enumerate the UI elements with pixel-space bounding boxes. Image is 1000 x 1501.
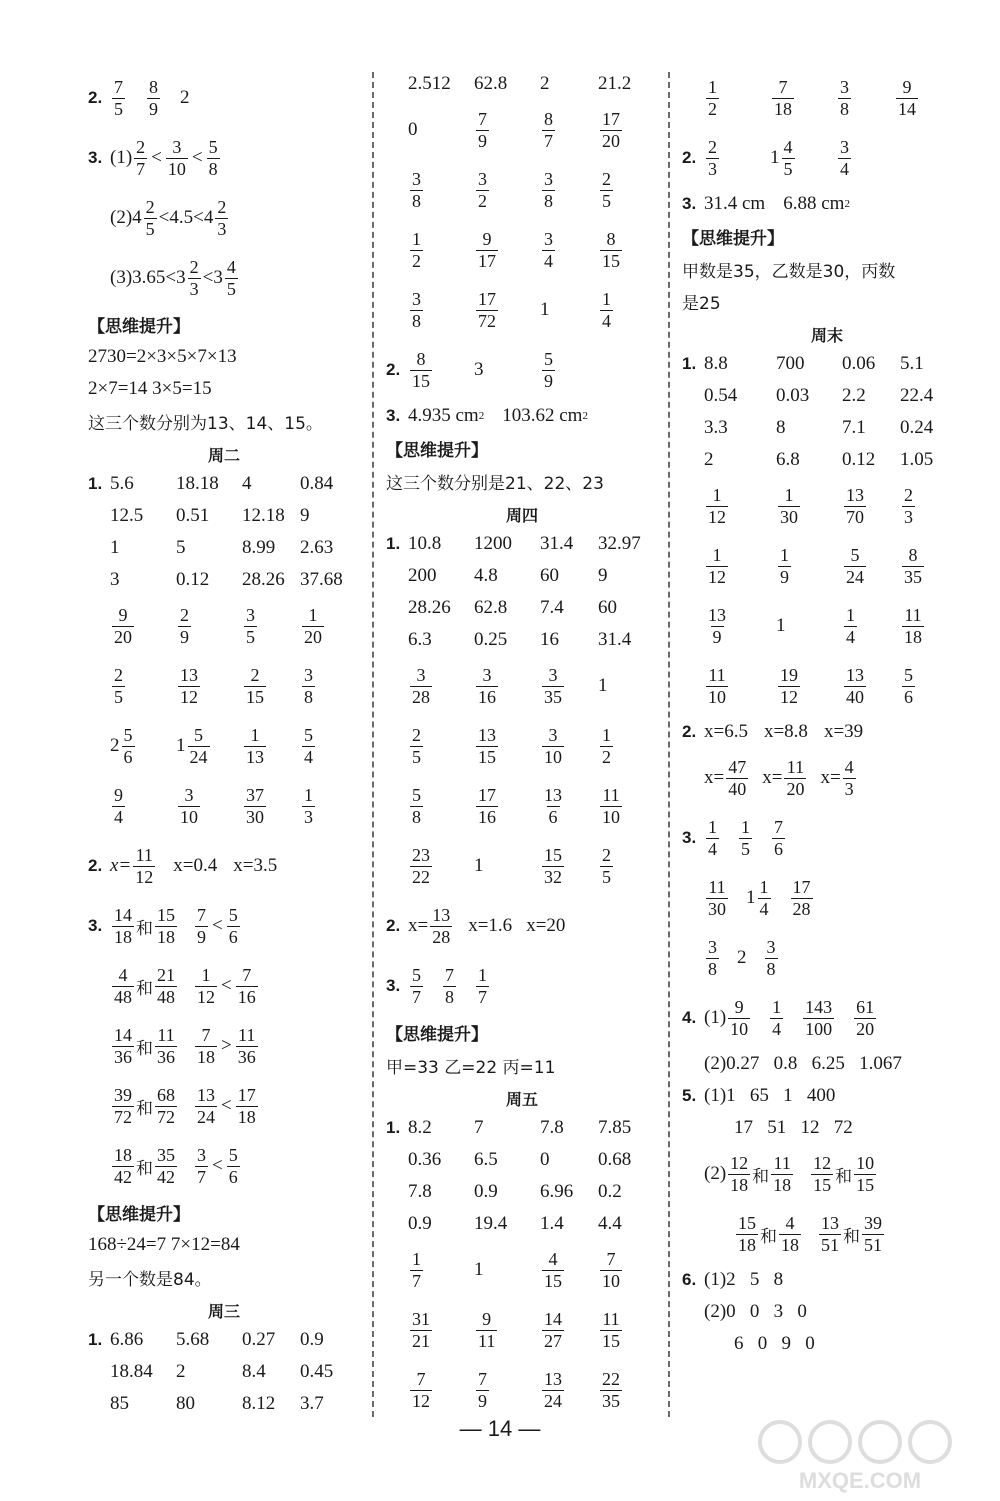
- column-divider: [668, 72, 670, 1417]
- fraction-row: 2 $\frac{5}{6}$ 1 $\frac{5}{24}$ $\frac{1}{13}$ $\frac{5}{4}$: [110, 724, 313, 767]
- fraction-row: $\frac{1}{12}$ $\frac{1}{9}$ $\frac{5}{24}$ $\frac{8}{35}$: [708, 544, 922, 587]
- answer-line: (2) $\frac{12}{18}$ 和 $\frac{11}{18}$ $\frac{12}{15}$ 和 $\frac{10}{15}$: [704, 1152, 875, 1195]
- section-heading: 【思维提升】: [386, 441, 488, 461]
- fraction: $\frac{8}{9}$: [149, 76, 158, 119]
- answer-line: [88, 68, 360, 128]
- answer-line: 3. 4.935 cm 2 103.62 cm 2: [386, 405, 588, 426]
- fraction-row: $\frac{2}{5}$ $\frac{13}{15}$ $\frac{3}{10}$ $\frac{1}{2}$: [412, 724, 611, 767]
- answer-row: 1. 10.8 1200 31.4 32.97: [386, 533, 641, 554]
- answer-line: 3. (1) $\frac{2}{7}$ < $\frac{3}{10}$ < $\frac{5}{8}$: [88, 136, 218, 179]
- section-heading: 【思维提升】: [88, 1205, 190, 1225]
- fraction: $\frac{4}{5}$: [226, 256, 236, 299]
- fraction: $\frac{2}{5}$: [145, 196, 155, 239]
- section-title: 周五: [505, 1090, 538, 1109]
- page-number: — 14 —: [459, 1416, 541, 1441]
- answer-line: 2. x=6.5 x=8.8 x=39: [682, 721, 864, 742]
- section-title: 周三: [207, 1302, 240, 1321]
- fraction-row: $\frac{1}{7}$ 1 $\frac{4}{15}$ $\frac{7}{10}$: [412, 1248, 620, 1291]
- text-line: 是25: [682, 293, 721, 314]
- answer-line: 3. $\frac{1}{4}$ $\frac{1}{5}$ $\frac{7}{6}$: [682, 816, 783, 859]
- fraction-row: $\frac{1}{2}$ $\frac{7}{18}$ $\frac{3}{8}$ $\frac{9}{14}$: [708, 76, 916, 119]
- text-line: 2730=2×3×5×7×13: [88, 346, 237, 367]
- section-title: 周二: [207, 446, 240, 465]
- value: 2: [180, 87, 190, 108]
- answer-line: 3. $\frac{5}{7}$ $\frac{7}{8}$ $\frac{1}{7}$: [386, 964, 487, 1007]
- answer-line: $\frac{11}{30}$ 1 $\frac{1}{4}$ $\frac{17}{28}$: [708, 876, 811, 919]
- answer-line: $\frac{14}{36}$ 和 $\frac{11}{36}$ $\frac{7}{18}$ > $\frac{11}{36}$: [114, 1024, 256, 1067]
- answer-row: 28.26 62.8 7.4 60: [408, 597, 617, 618]
- answer-row: 1. 8.8 700 0.06 5.1: [682, 353, 924, 374]
- sub-label: (1): [110, 147, 133, 168]
- fraction-row: $\frac{23}{22}$ 1 $\frac{15}{32}$ $\frac{2}{5}$: [412, 844, 611, 887]
- fraction-row: $\frac{9}{4}$ $\frac{3}{10}$ $\frac{37}{30}$ $\frac{1}{3}$: [114, 784, 313, 827]
- answer-line: (2)4 $\frac{2}{5}$ <4.5<4 $\frac{2}{3}$: [110, 196, 227, 239]
- fraction-row: $\frac{1}{12}$ $\frac{1}{30}$ $\frac{13}{70}$ $\frac{2}{3}$: [708, 484, 913, 527]
- fraction-row: $\frac{2}{5}$ $\frac{13}{12}$ $\frac{2}{15}$ $\frac{3}{8}$: [114, 664, 313, 707]
- column-1: [88, 68, 360, 1420]
- answer-line: $\frac{15}{18}$ 和 $\frac{4}{18}$ $\frac{13}{51}$ 和 $\frac{39}{51}$: [738, 1212, 882, 1255]
- answer-row: 18.84 2 8.4 0.45: [110, 1361, 334, 1382]
- answer-row: 2.512 62.8 2 21.2: [408, 73, 632, 94]
- text-line: 这三个数分别是21、22、23: [386, 473, 604, 494]
- fraction-row: $\frac{5}{8}$ $\frac{17}{16}$ $\frac{13}{6}$ $\frac{11}{10}$: [412, 784, 620, 827]
- text-line: 这三个数分别为13、14、15。: [88, 413, 323, 434]
- answer-line: 17 51 12 72: [734, 1117, 853, 1138]
- fraction-row: $\frac{3}{8}$ $\frac{17}{72}$ 1 $\frac{1}{4}$: [412, 288, 611, 331]
- answer-row: 7.8 0.9 6.96 0.2: [408, 1181, 622, 1202]
- answer-line: 3. 31.4 cm 6.88 cm 2: [682, 193, 850, 214]
- watermark-logo: [750, 1418, 970, 1494]
- section-title: 周四: [505, 506, 538, 525]
- answer-line: $\frac{4}{48}$ 和 $\frac{21}{48}$ $\frac{1}{12}$ < $\frac{7}{16}$: [114, 964, 256, 1007]
- text-line: 另一个数是84。: [88, 1269, 212, 1290]
- fraction-row: 0 $\frac{7}{9}$ $\frac{8}{7}$ $\frac{17}{20}$: [408, 108, 620, 151]
- answer-row: 1 5 8.99 2.63: [110, 537, 334, 558]
- answer-row: 1. 6.86 5.68 0.27 0.9: [88, 1329, 324, 1350]
- section-heading: 【思维提升】: [682, 229, 784, 249]
- answer-line: $\frac{3}{8}$ 2 $\frac{3}{8}$: [708, 936, 776, 979]
- fraction-row: $\frac{7}{12}$ $\frac{7}{9}$ $\frac{13}{24}$ $\frac{22}{35}$: [412, 1368, 620, 1411]
- answer-line: 2. x= $\frac{13}{28}$ x=1.6 x=20: [386, 904, 566, 947]
- column-divider: [372, 72, 374, 1417]
- question-number: 3.: [88, 148, 103, 167]
- answer-line: 5. (1)1 65 1 400: [682, 1085, 836, 1106]
- fraction-row: $\frac{13}{9}$ 1 $\frac{1}{4}$ $\frac{11}{18}$: [708, 604, 922, 647]
- fraction-row: $\frac{1}{2}$ $\frac{9}{17}$ $\frac{3}{4}$ $\frac{8}{15}$: [412, 228, 620, 271]
- answer-row: 85 80 8.12 3.7: [110, 1393, 324, 1414]
- text-line: 168÷24=7 7×12=84: [88, 1234, 240, 1255]
- answer-line: 6. (1)2 5 8: [682, 1269, 784, 1290]
- answer-row: 0.36 6.5 0 0.68: [408, 1149, 632, 1170]
- answer-line: 2. $\frac{2}{3}$ 1 $\frac{4}{5}$ $\frac{3}{4}$: [682, 136, 849, 179]
- text-line: 2×7=14 3×5=15: [88, 378, 212, 399]
- fraction-row: $\frac{3}{8}$ $\frac{3}{2}$ $\frac{3}{8}$ $\frac{2}{5}$: [412, 168, 611, 211]
- answer-line: 3. $\frac{14}{18}$ 和 $\frac{15}{18}$ $\frac{7}{9}$ < $\frac{5}{6}$: [88, 904, 238, 947]
- answer-row: 1. 8.2 7 7.8 7.85: [386, 1117, 632, 1138]
- text-line: 甲=33 乙=22 丙=11: [386, 1057, 556, 1078]
- fraction: $\frac{3}{10}$: [167, 136, 186, 179]
- section-heading: 【思维提升】: [88, 317, 190, 337]
- answer-row: 0.54 0.03 2.2 22.4: [704, 385, 934, 406]
- answer-line: x= $\frac{47}{40}$ x= $\frac{11}{20}$ x= $\frac{4}{3}$: [704, 756, 854, 799]
- answer-row: 200 4.8 60 9: [408, 565, 608, 586]
- section-title: 周末: [810, 326, 843, 345]
- answer-row: 0.9 19.4 1.4 4.4: [408, 1213, 622, 1234]
- column-2: [386, 68, 658, 1420]
- fraction: $\frac{2}{3}$: [189, 256, 199, 299]
- answer-line: $\frac{18}{42}$ 和 $\frac{35}{42}$ $\frac{3}{7}$ < $\frac{5}{6}$: [114, 1144, 238, 1187]
- fraction-row: $\frac{3}{28}$ $\frac{3}{16}$ $\frac{3}{35}$ 1: [412, 664, 608, 707]
- answer-line: $\frac{39}{72}$ 和 $\frac{68}{72}$ $\frac{13}{24}$ < $\frac{17}{18}$: [114, 1084, 256, 1127]
- answer-line: (2)0.27 0.8 6.25 1.067: [704, 1053, 902, 1074]
- answer-line: 6 0 9 0: [734, 1333, 815, 1354]
- answer-row: 6.3 0.25 16 31.4: [408, 629, 632, 650]
- answer-line: 2. $\frac{8}{15}$ 3 $\frac{5}{9}$: [386, 348, 553, 391]
- fraction: $\frac{2}{3}$: [217, 196, 227, 239]
- answer-line: (2)0 0 3 0: [704, 1301, 807, 1322]
- answer-line: (3)3.65<3 $\frac{2}{3}$ <3 $\frac{4}{5}$: [110, 256, 236, 299]
- answer-row: 3.3 8 7.1 0.24: [704, 417, 934, 438]
- fraction: $\frac{5}{8}$: [208, 136, 218, 179]
- answer-row: 3 0.12 28.26 37.68: [110, 569, 343, 590]
- fraction-row: $\frac{31}{21}$ $\frac{9}{11}$ $\frac{14}{27}$ $\frac{11}{15}$: [412, 1308, 620, 1351]
- column-3: [682, 68, 972, 1360]
- section-heading: 【思维提升】: [386, 1025, 488, 1045]
- fraction-row: $\frac{11}{10}$ $\frac{19}{12}$ $\frac{13}{40}$ $\frac{5}{6}$: [708, 664, 913, 707]
- text-line: 甲数是35，乙数是30，丙数: [682, 261, 896, 282]
- fraction: $\frac{7}{5}$: [114, 76, 123, 119]
- answer-row: 12.5 0.51 12.18 9: [110, 505, 310, 526]
- fraction-row: $\frac{9}{20}$ $\frac{2}{9}$ $\frac{3}{5}$ $\frac{1}{20}$: [114, 604, 322, 647]
- fraction: $\frac{2}{7}$: [136, 136, 146, 179]
- answer-line: 4. (1) $\frac{9}{10}$ $\frac{1}{4}$ $\frac{143}{100}$ $\frac{61}{20}$: [682, 996, 875, 1039]
- question-number: 2.: [88, 88, 103, 107]
- answer-line: 2. x= $\frac{11}{12}$ x=0.4 x=3.5: [88, 844, 278, 887]
- svg-text:MXQE.COM: MXQE.COM: [798, 1468, 922, 1493]
- answer-row: 2 6.8 0.12 1.05: [704, 449, 934, 470]
- answer-row: 1. 5.6 18.18 4 0.84: [88, 473, 334, 494]
